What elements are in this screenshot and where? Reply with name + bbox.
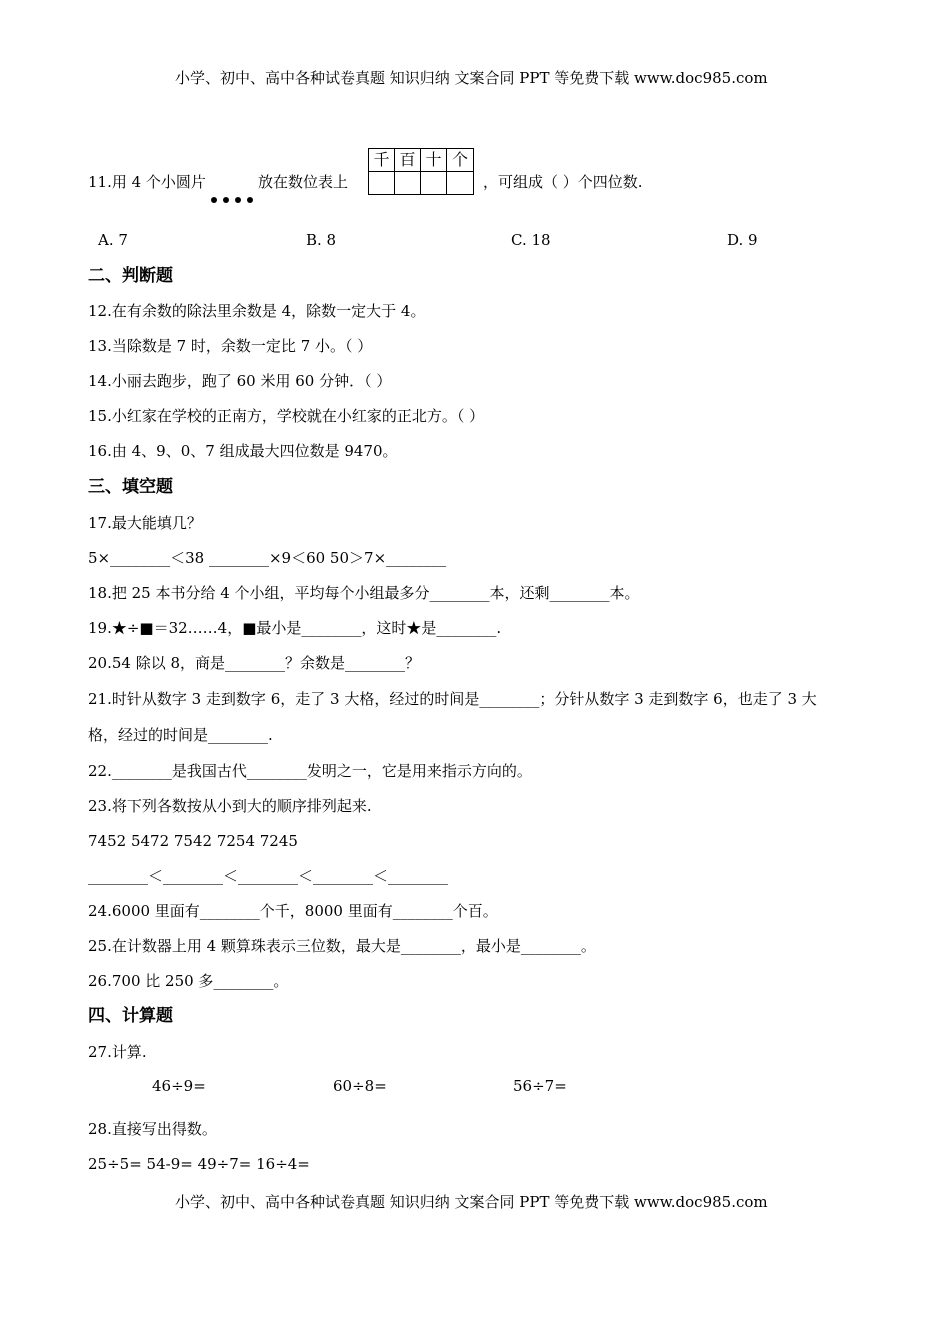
place-value-thousands: 千	[369, 149, 395, 171]
page-footer: 小学、初中、高中各种试卷真题 知识归纳 文案合同 PPT 等免费下载 www.doc985.com	[175, 1193, 768, 1211]
option-a: A. 7	[98, 231, 128, 249]
q11-text-post: ，可组成（ ）个四位数.	[483, 173, 643, 191]
question-26: 26.700 比 250 多________。	[88, 972, 289, 990]
place-value-tens: 十	[421, 149, 447, 171]
q11-text-pre: 11.用 4 个小圆片	[88, 173, 206, 191]
question-27-item-1: 46÷9=	[152, 1077, 206, 1095]
q11-text-mid: 放在数位表上	[258, 173, 349, 191]
question-15: 15.小红家在学校的正南方，学校就在小红家的正北方。（ ）	[88, 407, 485, 425]
question-27-item-2: 60÷8=	[333, 1077, 387, 1095]
option-b: B. 8	[306, 231, 337, 249]
place-value-table	[368, 148, 474, 195]
question-25: 25.在计数器上用 4 颗算珠表示三位数，最大是________，最小是________。	[88, 937, 596, 955]
page-header: 小学、初中、高中各种试卷真题 知识归纳 文案合同 PPT 等免费下载 www.doc985.com	[175, 69, 768, 87]
option-d: D. 9	[727, 231, 758, 249]
section-judge-title: 二、判断题	[88, 266, 173, 286]
question-27-item-3: 56÷7=	[513, 1077, 567, 1095]
place-value-empty-cell	[421, 172, 447, 194]
place-value-empty-cell	[447, 172, 473, 194]
question-21-line2: 格，经过的时间是________.	[88, 726, 273, 744]
section-calc-title: 四、计算题	[88, 1006, 173, 1026]
question-23: 23.将下列各数按从小到大的顺序排列起来.	[88, 797, 372, 815]
question-12: 12.在有余数的除法里余数是 4，除数一定大于 4。	[88, 302, 426, 320]
question-23-blanks: ________＜________＜________＜________＜________	[88, 867, 449, 885]
question-27: 27.计算.	[88, 1043, 147, 1061]
question-18: 18.把 25 本书分给 4 个小组，平均每个小组最多分________本，还剩________本。	[88, 584, 640, 602]
place-value-hundreds: 百	[395, 149, 421, 171]
question-14: 14.小丽去跑步，跑了 60 米用 60 分钟．（ ）	[88, 372, 392, 390]
place-value-empty-cell	[369, 172, 395, 194]
question-19: 19.★÷■＝32……4，■最小是________，这时★是________.	[88, 619, 502, 637]
question-23-numbers: 7452 5472 7542 7254 7245	[88, 832, 298, 850]
question-24: 24.6000 里面有________个千，8000 里面有________个百。	[88, 902, 498, 920]
question-17: 17.最大能填几？	[88, 514, 202, 532]
four-dots-icon	[211, 197, 253, 203]
option-c: C. 18	[511, 231, 551, 249]
question-21-line1: 21.时针从数字 3 走到数字 6，走了 3 大格，经过的时间是________；分针从数字 3 走到数字 6，也走了 3 大	[88, 690, 817, 708]
question-28-items: 25÷5= 54-9= 49÷7= 16÷4=	[88, 1155, 310, 1173]
question-13: 13.当除数是 7 时，余数一定比 7 小。（ ）	[88, 337, 373, 355]
section-fill-title: 三、填空题	[88, 477, 173, 497]
place-value-ones: 个	[451, 150, 468, 169]
question-16: 16.由 4、9、0、7 组成最大四位数是 9470。	[88, 442, 398, 460]
question-17-items: 5×________＜38 ________×9＜60 50＞7×________	[88, 549, 447, 567]
question-20: 20.54 除以 8，商是________？余数是________？	[88, 654, 421, 672]
question-28: 28.直接写出得数。	[88, 1120, 217, 1138]
question-22: 22.________是我国古代________发明之一，它是用来指示方向的。	[88, 762, 532, 780]
place-value-empty-cell	[395, 172, 421, 194]
